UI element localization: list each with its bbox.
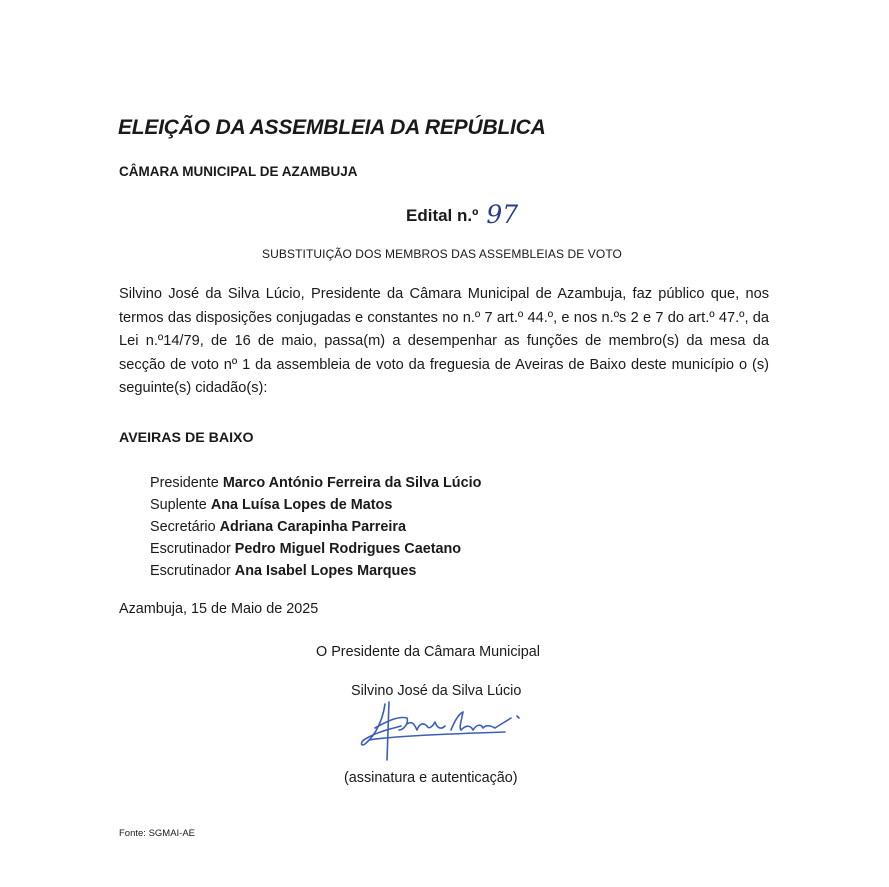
member-role: Escrutinador [150,541,231,557]
member-row [150,538,481,560]
member-row [150,516,481,538]
members-list [150,472,481,582]
member-row [150,494,481,516]
edital-heading [406,198,518,227]
document-title: ELEIÇÃO DA ASSEMBLEIA DA REPÚBLICA [118,116,546,139]
edital-number-handwritten: 97 [486,200,519,229]
president-name: Silvino José da Silva Lúcio [351,683,522,699]
member-row [150,560,481,582]
signature-caption: (assinatura e autenticação) [344,770,518,786]
member-row [150,472,481,494]
member-name: Adriana Carapinha Parreira [219,519,406,535]
member-name: Ana Luísa Lopes de Matos [210,497,393,513]
member-name: Marco António Ferreira da Silva Lúcio [222,475,482,491]
member-name: Ana Isabel Lopes Marques [234,563,417,579]
parish-name: AVEIRAS DE BAIXO [119,430,254,446]
source-note: Fonte: SGMAI-AE [119,828,196,839]
edital-label: Edital n.º [406,206,479,225]
handwritten-signature [355,700,535,762]
president-title: O Presidente da Câmara Municipal [316,644,540,660]
member-role: Suplente [150,497,207,513]
member-role: Escrutinador [150,563,231,579]
body-paragraph: Silvino José da Silva Lúcio, Presidente da Câmara Municipal de Azambuja, faz público que, nos termos das disposições conjugadas e constantes no n.º 7 art.º 44.º, e nos n.ºs 2 e 7 do art.º 47.º, da Lei n.º14/79, de 16 de maio, passa(m) a desempenhar as funções de membro(s) da mesa da secção de voto nº 1 da assembleia de voto da freguesia de Aveiras de Baixo deste município o (s) seguinte(s) cidadão(s): [119,286,769,396]
document-subtitle: SUBSTITUIÇÃO DOS MEMBROS DAS ASSEMBLEIAS DE VOTO [262,247,622,261]
date-line: Azambuja, 15 de Maio de 2025 [119,601,319,617]
council-name: CÂMARA MUNICIPAL DE AZAMBUJA [119,164,358,179]
member-name: Pedro Miguel Rodrigues Caetano [234,541,462,557]
member-role: Presidente [150,475,219,491]
member-role: Secretário [150,519,216,535]
